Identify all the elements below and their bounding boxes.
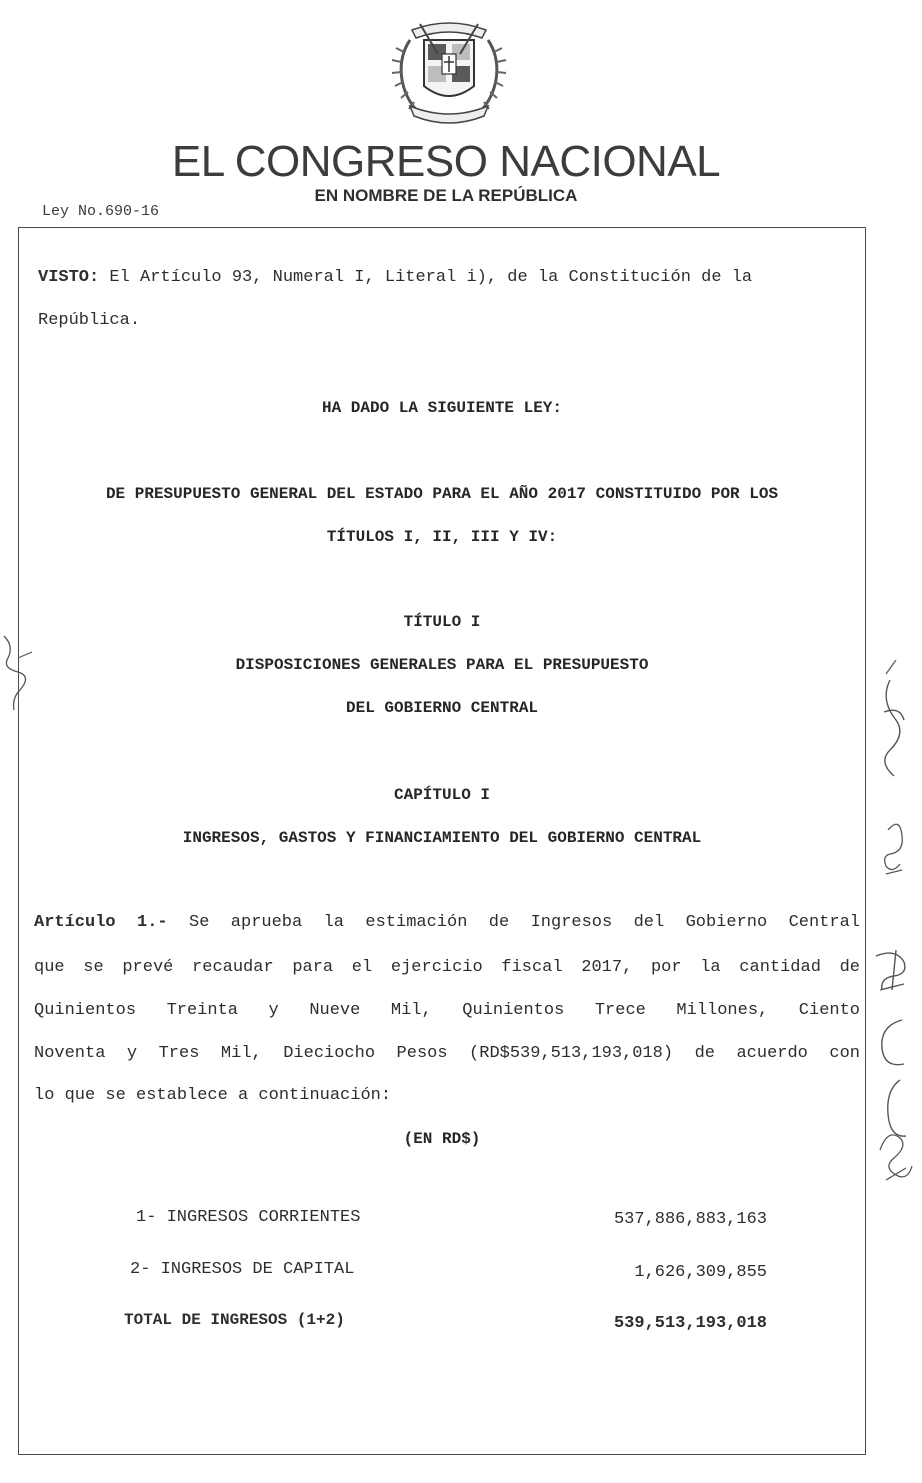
income-row-value: 1,626,309,855 <box>634 1263 767 1282</box>
visto-line-1 <box>38 268 752 287</box>
titulo-number: TÍTULO I <box>403 613 481 631</box>
articulo1-line-1 <box>34 913 860 932</box>
visto-label: VISTO: <box>38 268 100 287</box>
articulo1-label: Artículo 1.- <box>34 913 168 932</box>
capitulo-title: INGRESOS, GASTOS Y FINANCIAMIENTO DEL GOBIERNO CENTRAL <box>182 829 702 847</box>
law-title-line-1: DE PRESUPUESTO GENERAL DEL ESTADO PARA EL AÑO 2017 CONSTITUIDO POR LOS <box>105 485 779 503</box>
law-number: Ley No.690-16 <box>42 203 160 220</box>
currency-note: (EN RD$) <box>403 1130 481 1148</box>
ha-dado-heading: HA DADO LA SIGUIENTE LEY: <box>321 399 563 417</box>
titulo-line-1: DISPOSICIONES GENERALES PARA EL PRESUPUESTO <box>235 656 649 674</box>
handwritten-signatures-right <box>866 660 920 1200</box>
articulo1-line-3: Quinientos Treinta y Nueve Mil, Quinientos Trece Millones, Ciento <box>34 1001 860 1020</box>
titulo-line-2: DEL GOBIERNO CENTRAL <box>345 699 539 717</box>
articulo1-line-4: Noventa y Tres Mil, Dieciocho Pesos (RD$539,513,193,018) de acuerdo con <box>34 1044 860 1063</box>
capitulo-number: CAPÍTULO I <box>393 786 490 804</box>
articulo1-line-5: lo que se establece a continuación: <box>34 1086 392 1105</box>
congress-subtitle: EN NOMBRE DE LA REPÚBLICA <box>314 186 578 205</box>
articulo1-line-1-text: Se aprueba la estimación de Ingresos del Gobierno Central <box>167 913 860 932</box>
coat-of-arms-seal <box>390 10 508 126</box>
income-row-label: 1- INGRESOS CORRIENTES <box>136 1208 361 1227</box>
congress-title: EL CONGRESO NACIONAL <box>171 137 721 186</box>
articulo1-line-2: que se prevé recaudar para el ejercicio fiscal 2017, por la cantidad de <box>34 958 860 977</box>
visto-text: El Artículo 93, Numeral I, Literal i), de la Constitución de la <box>99 268 753 287</box>
income-total-label: TOTAL DE INGRESOS (1+2) <box>124 1311 345 1329</box>
income-row-value: 537,886,883,163 <box>613 1210 767 1229</box>
income-row-label: 2- INGRESOS DE CAPITAL <box>130 1260 355 1279</box>
law-title-line-2: TÍTULOS I, II, III Y IV: <box>326 528 558 546</box>
handwritten-initials-left <box>0 628 40 718</box>
income-total-value: 539,513,193,018 <box>613 1314 767 1333</box>
visto-line-2: República. <box>38 311 141 330</box>
